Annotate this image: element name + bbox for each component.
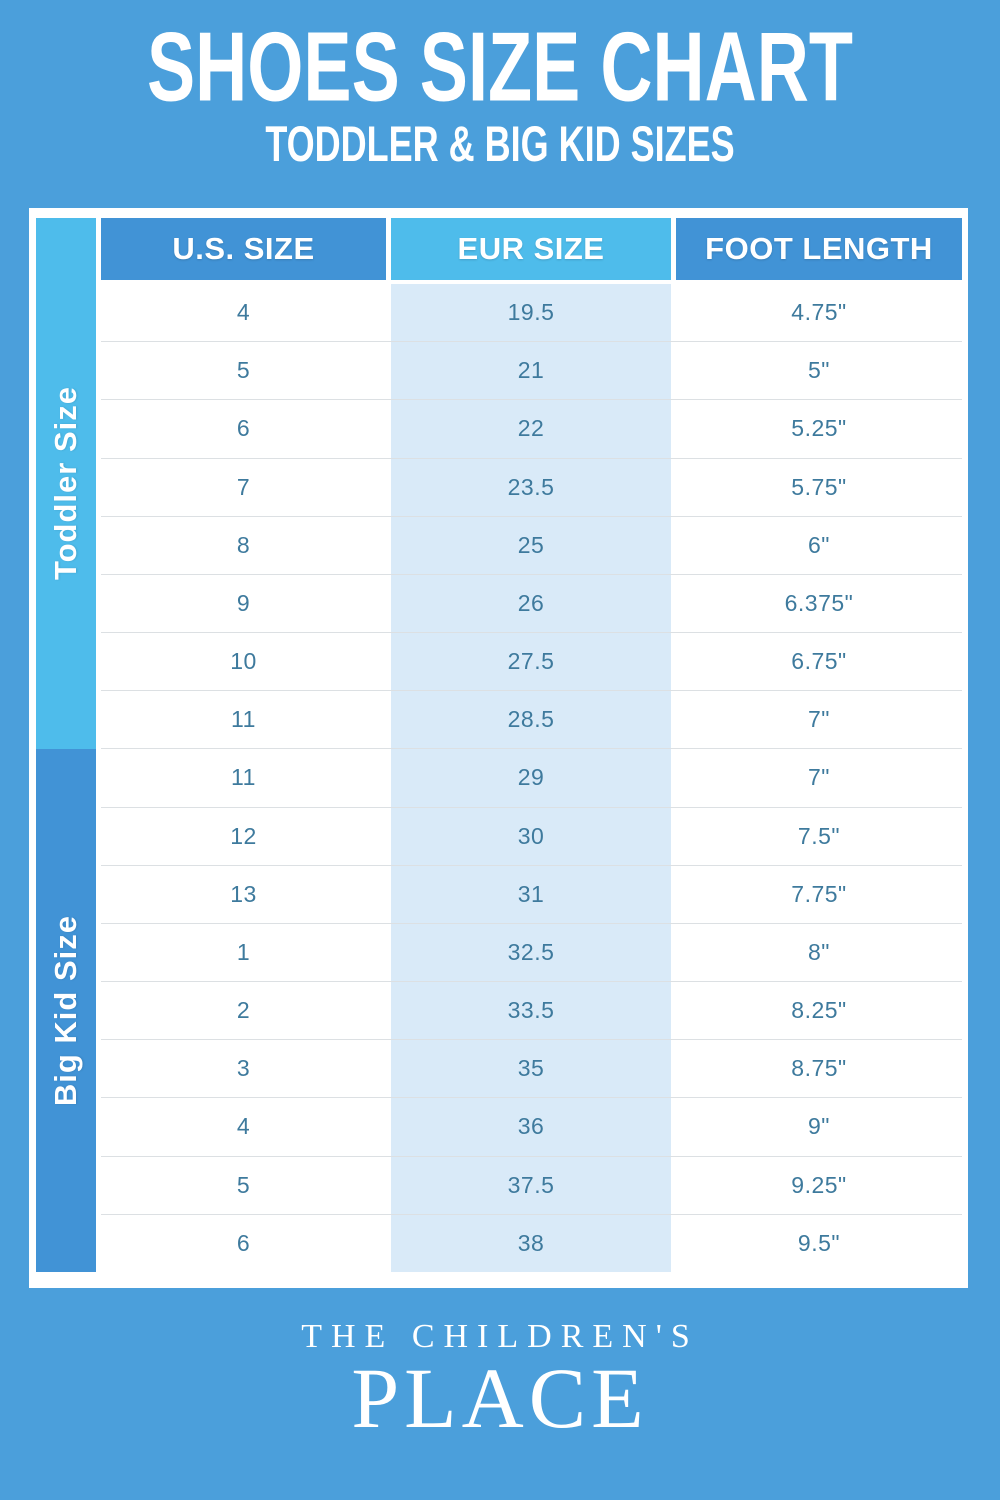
foot-length-cell: 8.25" [676,982,962,1039]
foot-length-cell: 7" [676,691,962,748]
us-size-cell: 1 [101,924,386,981]
eur-size-cell: 31 [391,866,671,923]
foot-length-cell: 4.75" [676,284,962,341]
us-size-cell: 5 [101,342,386,399]
foot-length-cell: 7" [676,749,962,806]
toddler-size-label: Toddler Size [48,386,83,581]
table-row [101,574,962,632]
table-row [101,981,962,1039]
foot-length-cell: 8" [676,924,962,981]
eur-size-cell: 29 [391,749,671,806]
table-body [101,284,962,1272]
big-kid-size-strip [36,749,96,1272]
table-row [101,632,962,690]
us-size-cell: 4 [101,1098,386,1155]
table-row [101,1156,962,1214]
us-size-cell: 13 [101,866,386,923]
foot-length-cell: 9.25" [676,1157,962,1214]
page-subtitle: TODDLER & BIG KID SIZES [265,116,735,172]
eur-size-cell: 27.5 [391,633,671,690]
foot-length-cell: 6.375" [676,575,962,632]
eur-size-cell: 28.5 [391,691,671,748]
foot-length-cell: 8.75" [676,1040,962,1097]
eur-size-cell: 37.5 [391,1157,671,1214]
foot-length-cell: 6.75" [676,633,962,690]
table-row [101,865,962,923]
section-label-column [36,218,96,1272]
toddler-size-strip [36,218,96,749]
page-title: SHOES SIZE CHART [146,11,854,123]
eur-size-cell: 21 [391,342,671,399]
table-row [101,341,962,399]
foot-length-cell: 5.25" [676,400,962,457]
big-kid-size-label: Big Kid Size [48,914,83,1107]
table-row [101,1039,962,1097]
table-row [101,399,962,457]
table-row [101,458,962,516]
us-size-cell: 5 [101,1157,386,1214]
table-row [101,1214,962,1272]
us-size-cell: 4 [101,284,386,341]
eur-size-cell: 38 [391,1215,671,1272]
table-header-row [101,218,962,280]
size-chart-table [29,208,968,1288]
us-size-cell: 2 [101,982,386,1039]
eur-size-cell: 33.5 [391,982,671,1039]
us-size-cell: 11 [101,691,386,748]
foot-length-cell: 5" [676,342,962,399]
us-size-cell: 11 [101,749,386,806]
eur-size-cell: 19.5 [391,284,671,341]
foot-length-cell: 9.5" [676,1215,962,1272]
us-size-cell: 6 [101,400,386,457]
brand-logo [0,1318,1000,1447]
table-row [101,690,962,748]
table-row [101,516,962,574]
us-size-cell: 3 [101,1040,386,1097]
us-size-cell: 6 [101,1215,386,1272]
table-row [101,748,962,806]
foot-length-cell: 7.75" [676,866,962,923]
header-foot-length: FOOT LENGTH [676,218,962,280]
us-size-cell: 7 [101,459,386,516]
eur-size-cell: 25 [391,517,671,574]
brand-logo-line1: THE CHILDREN'S [301,1318,699,1355]
foot-length-cell: 6" [676,517,962,574]
foot-length-cell: 9" [676,1098,962,1155]
foot-length-cell: 5.75" [676,459,962,516]
eur-size-cell: 32.5 [391,924,671,981]
eur-size-cell: 35 [391,1040,671,1097]
brand-logo-line2: PLACE [351,1350,649,1447]
foot-length-cell: 7.5" [676,808,962,865]
table-row [101,807,962,865]
table-row [101,1097,962,1155]
eur-size-cell: 22 [391,400,671,457]
table-data-area [101,218,962,1272]
us-size-cell: 10 [101,633,386,690]
title-block [0,11,1000,172]
us-size-cell: 9 [101,575,386,632]
eur-size-cell: 36 [391,1098,671,1155]
header-us-size: U.S. SIZE [101,218,386,280]
table-row [101,284,962,341]
eur-size-cell: 23.5 [391,459,671,516]
table-row [101,923,962,981]
eur-size-cell: 26 [391,575,671,632]
eur-size-cell: 30 [391,808,671,865]
us-size-cell: 8 [101,517,386,574]
header-eur-size: EUR SIZE [391,218,671,280]
us-size-cell: 12 [101,808,386,865]
